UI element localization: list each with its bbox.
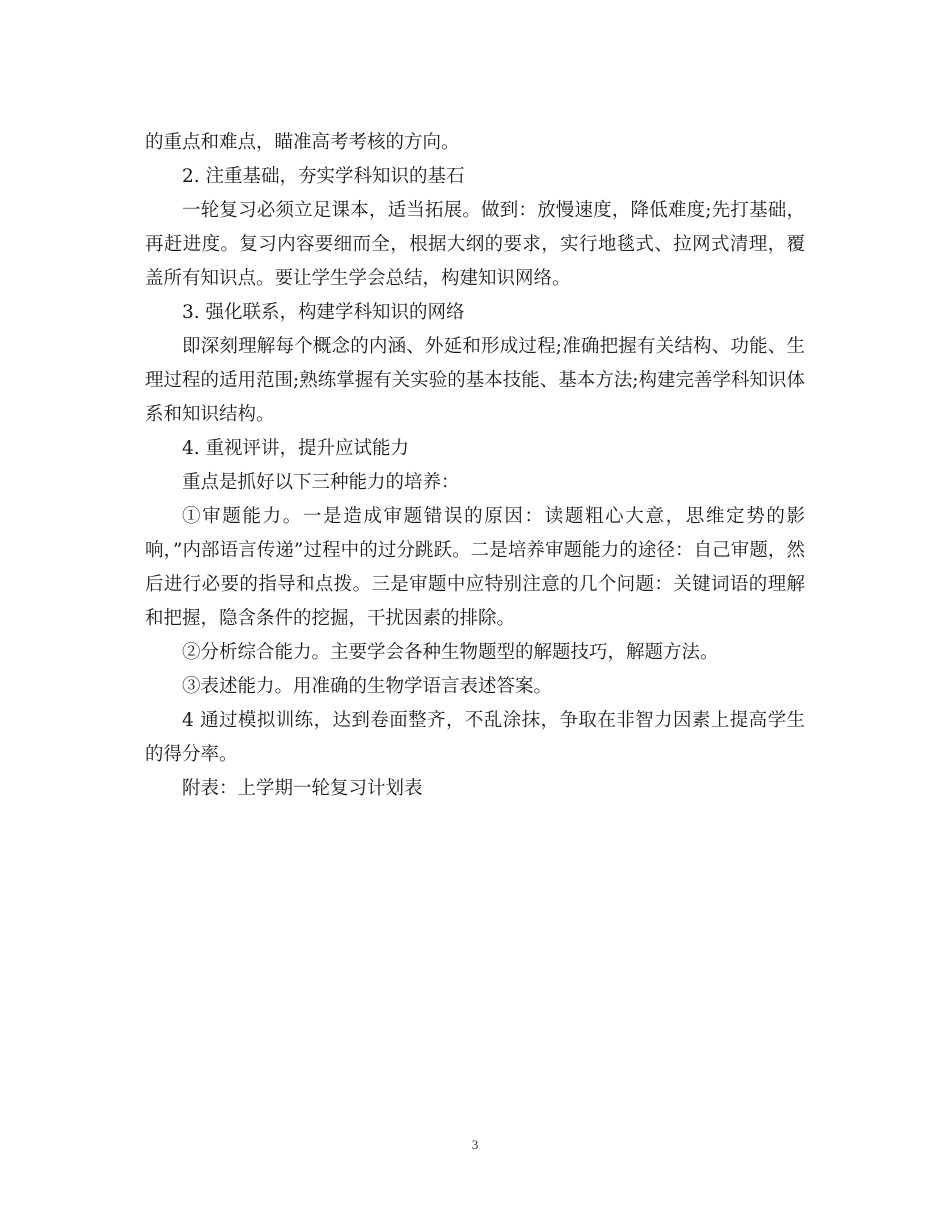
list-item: ③表述能力。用准确的生物学语言表述答案。 xyxy=(182,676,553,697)
paragraph: 重点是抓好以下三种能力的培养： xyxy=(182,472,460,493)
list-item: ①审题能力。一是造成审题错误的原因：读题粗心大意，思维定势的影响，”内部语言传递”过程中的过分跳跃。二是培养审题能力的途径：自己审题，然后进行必要的指导和点拨。三是审题中应特别注意的几个问题：关键词语的理解和把握，隐含条件的挖掘，干扰因素的排除。 xyxy=(145,506,805,629)
paragraph: 即深刻理解每个概念的内涵、外延和形成过程;准确把握有关结构、功能、生理过程的适用范围;熟练掌握有关实验的基本技能、基本方法;构建完善学科知识体系和知识结构。 xyxy=(145,336,805,425)
paragraph-continuation: 的重点和难点，瞄准高考考核的方向。 xyxy=(145,132,460,153)
paragraph: 4 通过模拟训练，达到卷面整齐，不乱涂抹，争取在非智力因素上提高学生的得分率。 xyxy=(145,710,805,765)
body-text xyxy=(145,126,805,806)
heading-3: 3. 强化联系，构建学科知识的网络 xyxy=(182,302,465,323)
paragraph: 附表：上学期一轮复习计划表 xyxy=(182,778,423,799)
page-number: 3 xyxy=(471,1137,479,1152)
heading-2: 2. 注重基础，夯实学科知识的基石 xyxy=(182,166,465,187)
list-item: ②分析综合能力。主要学会各种生物题型的解题技巧，解题方法。 xyxy=(182,642,719,663)
paragraph: 一轮复习必须立足课本，适当拓展。做到：放慢速度，降低难度;先打基础，再赶进度。复习内容要细而全，根据大纲的要求，实行地毯式、拉网式清理，覆盖所有知识点。要让学生学会总结，构建知识网络。 xyxy=(145,200,805,289)
heading-4: 4. 重视评讲，提升应试能力 xyxy=(182,438,410,459)
